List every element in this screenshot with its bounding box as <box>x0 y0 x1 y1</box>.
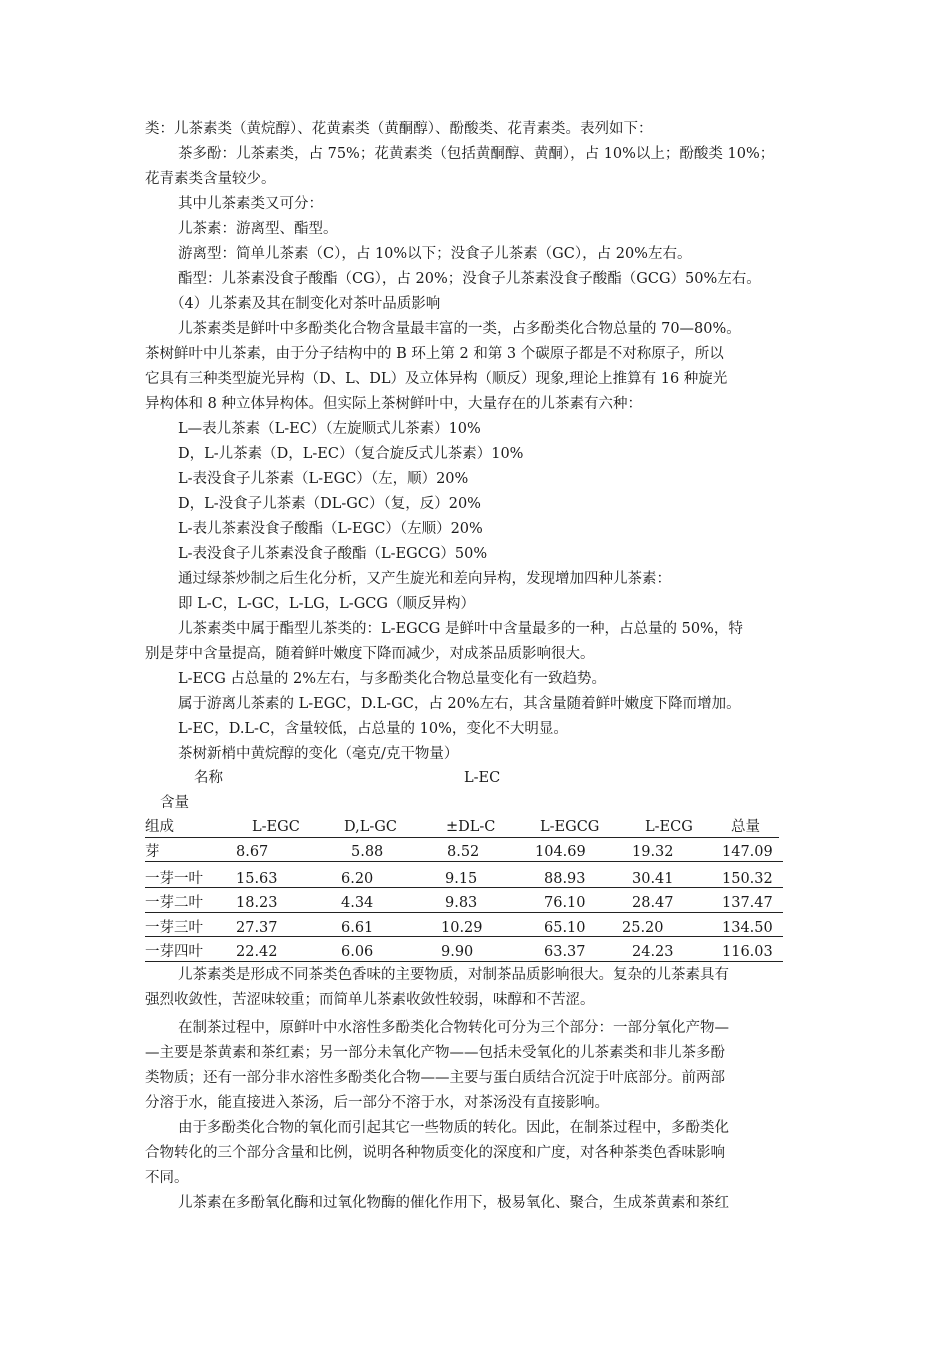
paragraph-line: 不同。 <box>145 1170 189 1186</box>
table-corner-name: 名称 <box>194 770 223 786</box>
paragraph-line: 由于多酚类化合物的氧化而引起其它一些物质的转化。因此，在制茶过程中，多酚类化 <box>178 1120 729 1136</box>
table-cell: 147.09 <box>722 844 773 860</box>
paragraph-line: 儿茶素类是鲜叶中多酚类化合物含量最丰富的一类，占多酚类化合物总量的 70—80%。 <box>178 321 741 337</box>
table-cell: 8.52 <box>447 844 480 860</box>
paragraph-line: 别是芽中含量提高，随着鲜叶嫩度下降而减少，对成茶品质影响很大。 <box>145 646 595 662</box>
table-rule <box>145 887 783 888</box>
table-cell: 88.93 <box>544 871 586 887</box>
section-heading: （4）儿茶素及其在制变化对茶叶品质影响 <box>170 296 441 312</box>
table-caption: 茶树新梢中黄烷醇的变化（毫克/克干物量） <box>178 746 459 762</box>
table-rule <box>145 961 783 962</box>
paragraph-line: 分溶于水，能直接进入茶汤，后一部分不溶于水，对茶汤没有直接影响。 <box>145 1095 609 1111</box>
paragraph-line: 它具有三种类型旋光异构（D、L、DL）及立体异构（顺反）现象,理论上推算有 16 种旋光 <box>145 371 728 387</box>
table-cell: 9.83 <box>445 895 478 911</box>
list-item: L—表儿茶素（L-EC）（左旋顺式儿茶素）10% <box>178 421 481 437</box>
table-rule <box>145 912 783 913</box>
list-item: L-表没食子儿茶素（L-EGC）（左，顺）20% <box>178 471 469 487</box>
paragraph-line: 属于游离儿茶素的 L-EGC，D.L-GC，占 20%左右，其含量随着鲜叶嫩度下降而增加。 <box>178 696 741 712</box>
table-header-cell: L-ECG <box>645 819 693 835</box>
table-header-cell: ±DL-C <box>446 819 496 835</box>
table-rule <box>145 936 783 937</box>
paragraph-line: 强烈收敛性，苦涩味较重；而简单儿茶素收敛性较弱，味醇和不苦涩。 <box>145 992 595 1008</box>
paragraph-line: 在制茶过程中，原鲜叶中水溶性多酚类化合物转化可分为三个部分：一部分氧化产物— <box>178 1020 729 1036</box>
table-cell: 9.90 <box>441 944 474 960</box>
table-cell: 6.06 <box>341 944 374 960</box>
paragraph-line: 类物质；还有一部分非水溶性多酚类化合物——主要与蛋白质结合沉淀于叶底部分。前两部 <box>145 1070 725 1086</box>
list-item: D，L-儿茶素（D，L-EC）（复合旋反式儿茶素）10% <box>178 446 524 462</box>
table-corner-content: 含量 <box>160 795 189 811</box>
paragraph-line: 即 L-C，L-GC，L-LG，L-GCG（顺反异构） <box>178 596 475 612</box>
table-cell: 9.15 <box>445 871 478 887</box>
paragraph-line: 茶树鲜叶中儿茶素，由于分子结构中的 B 环上第 2 和第 3 个碳原子都是不对称原子，所以 <box>145 346 724 362</box>
paragraph-line: 茶多酚：儿茶素类，占 75%；花黄素类（包括黄酮醇、黄酮），占 10%以上；酚酸类 10%； <box>178 146 775 162</box>
table-cell: 63.37 <box>544 944 586 960</box>
table-header-cell: L-EGCG <box>540 819 600 835</box>
paragraph-line: 儿茶素在多酚氧化酶和过氧化物酶的催化作用下，极易氧化、聚合，生成茶黄素和茶红 <box>178 1195 729 1211</box>
table-cell: 27.37 <box>236 920 278 936</box>
table-cell: 150.32 <box>722 871 773 887</box>
paragraph-line: 其中儿茶素类又可分： <box>178 196 323 212</box>
table-cell: 104.69 <box>535 844 586 860</box>
table-cell: 6.61 <box>341 920 374 936</box>
table-cell: 15.63 <box>236 871 278 887</box>
table-cell: 24.23 <box>632 944 674 960</box>
table-cell: 116.03 <box>722 944 773 960</box>
table-rule <box>145 861 783 862</box>
table-rule <box>145 837 779 838</box>
table-cell: 22.42 <box>236 944 278 960</box>
paragraph-line: 酯型：儿茶素没食子酸酯（CG），占 20%；没食子儿茶素没食子酸酯（GCG）50%左右。 <box>178 271 761 287</box>
paragraph-line: 异构体和 8 种立体异构体。但实际上茶树鲜叶中，大量存在的儿茶素有六种： <box>145 396 642 412</box>
table-cell: 6.20 <box>341 871 374 887</box>
table-cell: 25.20 <box>622 920 664 936</box>
table-cell: 8.67 <box>236 844 269 860</box>
table-header-cell: D,L-GC <box>344 819 397 835</box>
table-cell: 76.10 <box>544 895 586 911</box>
table-cell: 134.50 <box>722 920 773 936</box>
table-header-cell: L-EGC <box>252 819 300 835</box>
table-cell: 18.23 <box>236 895 278 911</box>
paragraph-line: 游离型：简单儿茶素（C），占 10%以下；没食子儿茶素（GC），占 20%左右。 <box>178 246 692 262</box>
list-item: L-表没食子儿茶素没食子酸酯（L-EGCG）50% <box>178 546 488 562</box>
paragraph-line: —主要是茶黄素和茶红素；另一部分未氧化产物——包括未受氧化的儿茶素类和非儿茶多酚 <box>145 1045 725 1061</box>
table-cell: 30.41 <box>632 871 674 887</box>
table-cell: 5.88 <box>351 844 384 860</box>
paragraph-line: 儿茶素：游离型、酯型。 <box>178 221 338 237</box>
table-group-header: L-EC <box>464 770 501 786</box>
paragraph-line: L-EC，D.L-C，含量较低，占总量的 10%，变化不大明显。 <box>178 721 568 737</box>
table-header-cell: 组成 <box>145 819 174 835</box>
table-cell: 65.10 <box>544 920 586 936</box>
paragraph-line: 花青素类含量较少。 <box>145 171 276 187</box>
table-header-cell: 总量 <box>731 819 760 835</box>
paragraph-line: 儿茶素类是形成不同茶类色香味的主要物质，对制茶品质影响很大。复杂的儿茶素具有 <box>178 967 729 983</box>
table-cell: 一芽一叶 <box>145 871 203 887</box>
table-cell: 芽 <box>145 844 160 860</box>
table-cell: 28.47 <box>632 895 674 911</box>
paragraph-line: 类：儿茶素类（黄烷醇）、花黄素类（黄酮醇）、酚酸类、花青素类。表列如下： <box>145 121 653 137</box>
paragraph-line: 合物转化的三个部分含量和比例，说明各种物质变化的深度和广度，对各种茶类色香味影响 <box>145 1145 725 1161</box>
table-cell: 一芽三叶 <box>145 920 203 936</box>
list-item: D，L-没食子儿茶素（DL-GC）（复，反）20% <box>178 496 481 512</box>
table-cell: 一芽四叶 <box>145 944 203 960</box>
paragraph-line: 通过绿茶炒制之后生化分析，又产生旋光和差向异构，发现增加四种儿茶素： <box>178 571 671 587</box>
table-cell: 10.29 <box>441 920 483 936</box>
table-cell: 19.32 <box>632 844 674 860</box>
paragraph-line: 儿茶素类中属于酯型儿茶类的：L-EGCG 是鲜叶中含量最多的一种，占总量的 50%，特 <box>178 621 743 637</box>
table-cell: 4.34 <box>341 895 374 911</box>
paragraph-line: L-ECG 占总量的 2%左右，与多酚类化合物总量变化有一致趋势。 <box>178 671 607 687</box>
list-item: L-表儿茶素没食子酸酯（L-EGC）（左顺）20% <box>178 521 483 537</box>
table-cell: 137.47 <box>722 895 773 911</box>
table-cell: 一芽二叶 <box>145 895 203 911</box>
